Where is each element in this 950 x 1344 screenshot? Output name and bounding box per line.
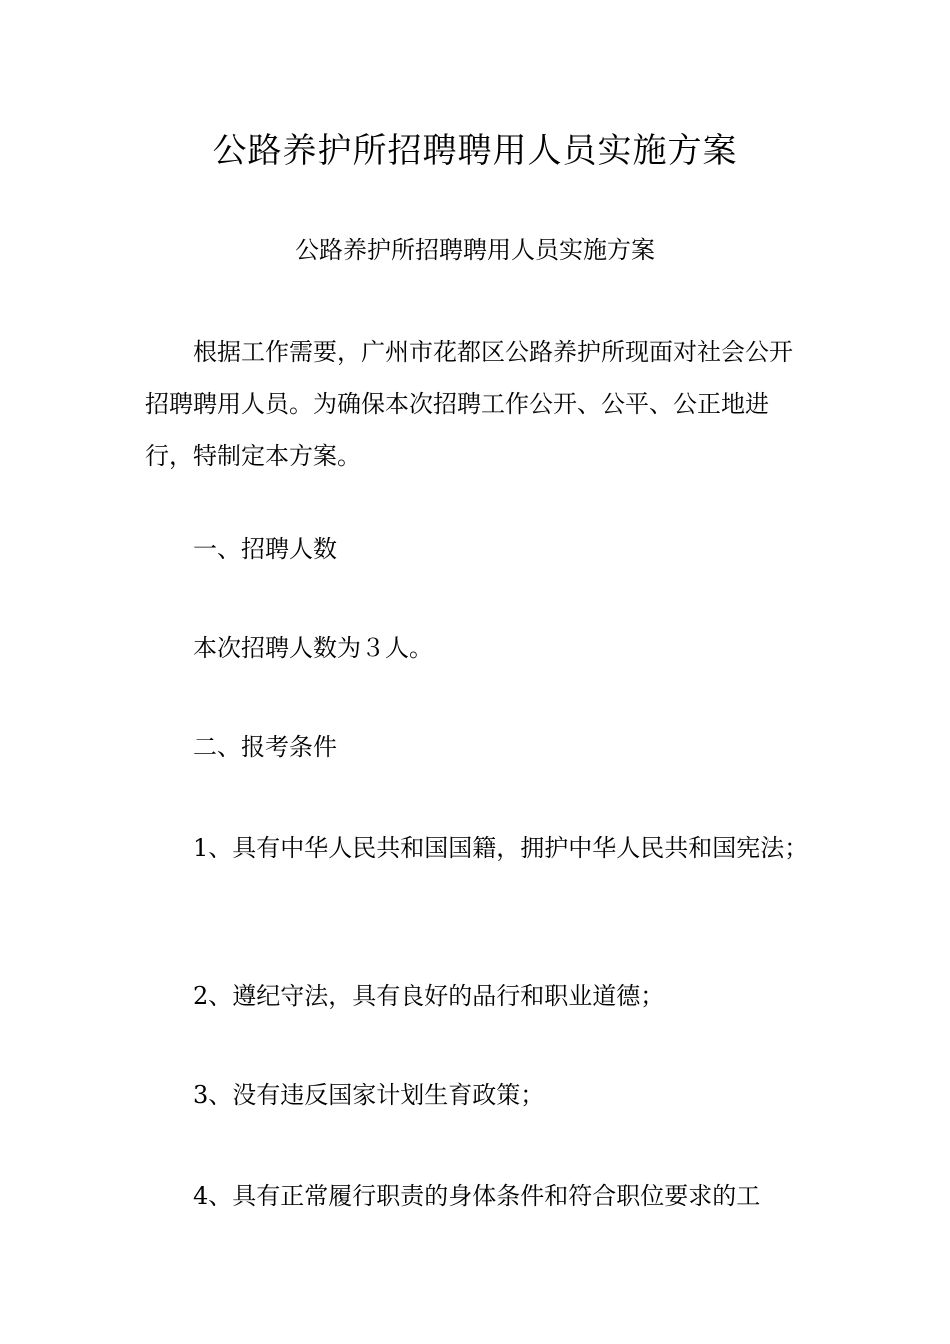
paragraph-intro: 根据工作需要，广州市花都区公路养护所现面对社会公开招聘聘用人员。为确保本次招聘工作公开、公平、公正地进行，特制定本方案。 bbox=[145, 338, 793, 470]
requirement-item-2: 2、遵纪守法，具有良好的品行和职业道德； bbox=[193, 982, 665, 1010]
requirement-item-1: 1、具有中华人民共和国国籍，拥护中华人民共和国宪法； bbox=[193, 834, 809, 862]
paragraph-recruit-count: 本次招聘人数为３人。 bbox=[193, 634, 433, 662]
document-subtitle: 公路养护所招聘聘用人员实施方案 bbox=[295, 236, 655, 264]
heading-requirements: 二、报考条件 bbox=[193, 733, 337, 761]
document-title: 公路养护所招聘聘用人员实施方案 bbox=[212, 131, 738, 171]
requirement-item-3: 3、没有违反国家计划生育政策； bbox=[193, 1081, 545, 1109]
heading-recruit-count: 一、招聘人数 bbox=[193, 535, 337, 563]
requirement-item-4: 4、具有正常履行职责的身体条件和符合职位要求的工 bbox=[193, 1182, 761, 1210]
